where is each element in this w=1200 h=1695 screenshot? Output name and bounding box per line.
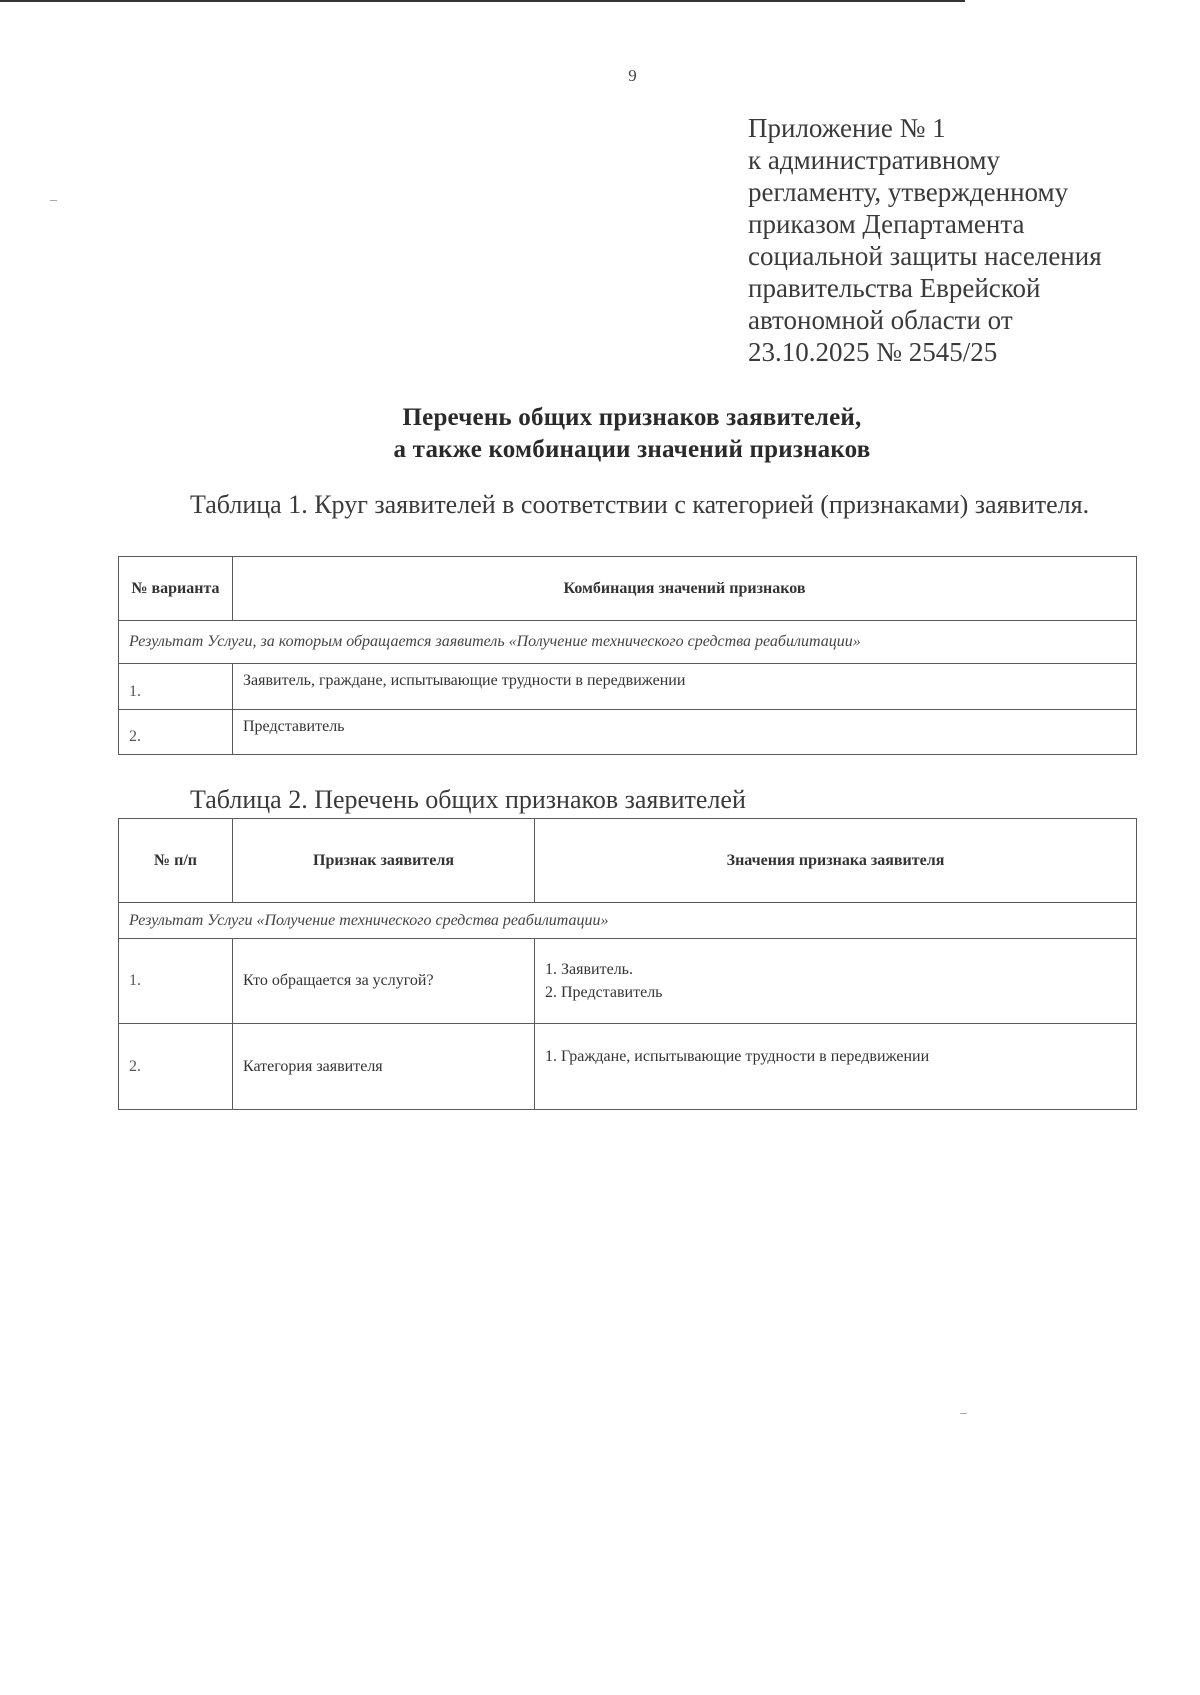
header-values: Значения признака заявителя	[535, 819, 1137, 903]
table2-caption: Таблица 2. Перечень общих признаков заявителей	[190, 785, 746, 814]
table1	[118, 556, 1137, 755]
table2	[118, 818, 1137, 1110]
document-title	[300, 402, 964, 466]
table-row	[119, 710, 1137, 755]
header-attribute: Признак заявителя	[233, 819, 535, 903]
appendix-line: к административному	[748, 145, 1000, 175]
scan-top-border	[0, 0, 965, 2]
table-row	[119, 1024, 1137, 1110]
row-attribute: Категория заявителя	[233, 1024, 535, 1110]
row-number: 1.	[119, 664, 233, 710]
row-attribute: Кто обращается за услугой?	[233, 939, 535, 1024]
table2-result-row	[119, 903, 1137, 939]
appendix-line: автономной области от	[748, 305, 1013, 335]
appendix-line: приказом Департамента	[748, 209, 1025, 239]
table1-caption: Таблица 1. Круг заявителей в соответствии с категорией (признаками) заявителя.	[190, 490, 1090, 519]
appendix-block	[748, 112, 1102, 368]
appendix-line: Приложение № 1	[748, 113, 946, 143]
row-values	[535, 939, 1137, 1024]
row-combination: Заявитель, граждане, испытывающие трудности в передвижении	[233, 664, 1137, 710]
result-row-text: Результат Услуги «Получение технического средства реабилитации»	[119, 903, 1137, 939]
value-item: 2. Представитель	[545, 984, 663, 1001]
header-combination: Комбинация значений признаков	[233, 557, 1137, 621]
table1-result-row	[119, 621, 1137, 664]
row-values	[535, 1024, 1137, 1110]
appendix-line: регламенту, утвержденному	[748, 177, 1069, 207]
appendix-line: 23.10.2025 № 2545/25	[748, 337, 998, 367]
value-item: 1. Заявитель.	[545, 961, 633, 978]
appendix-line: правительства Еврейской	[748, 273, 1041, 303]
row-combination: Представитель	[233, 710, 1137, 755]
row-number: 1.	[119, 939, 233, 1024]
value-item: 1. Граждане, испытывающие трудности в передвижении	[545, 1048, 930, 1065]
title-line-1: Перечень общих признаков заявителей,	[402, 404, 862, 431]
table2-header-row	[119, 819, 1137, 903]
appendix-line: социальной защиты населения	[748, 241, 1102, 271]
row-number: 2.	[119, 710, 233, 755]
title-line-2: а также комбинации значений признаков	[393, 436, 871, 463]
row-number: 2.	[119, 1024, 233, 1110]
header-variant: № варианта	[119, 557, 233, 621]
header-number: № п/п	[119, 819, 233, 903]
table1-header-row	[119, 557, 1137, 621]
table-row	[119, 939, 1137, 1024]
scan-artifact	[960, 1413, 967, 1414]
page-number: 9	[628, 66, 637, 85]
result-row-text: Результат Услуги, за которым обращается заявитель «Получение технического средства реабилитации»	[119, 621, 1137, 664]
table-row	[119, 664, 1137, 710]
scan-artifact	[50, 200, 57, 201]
